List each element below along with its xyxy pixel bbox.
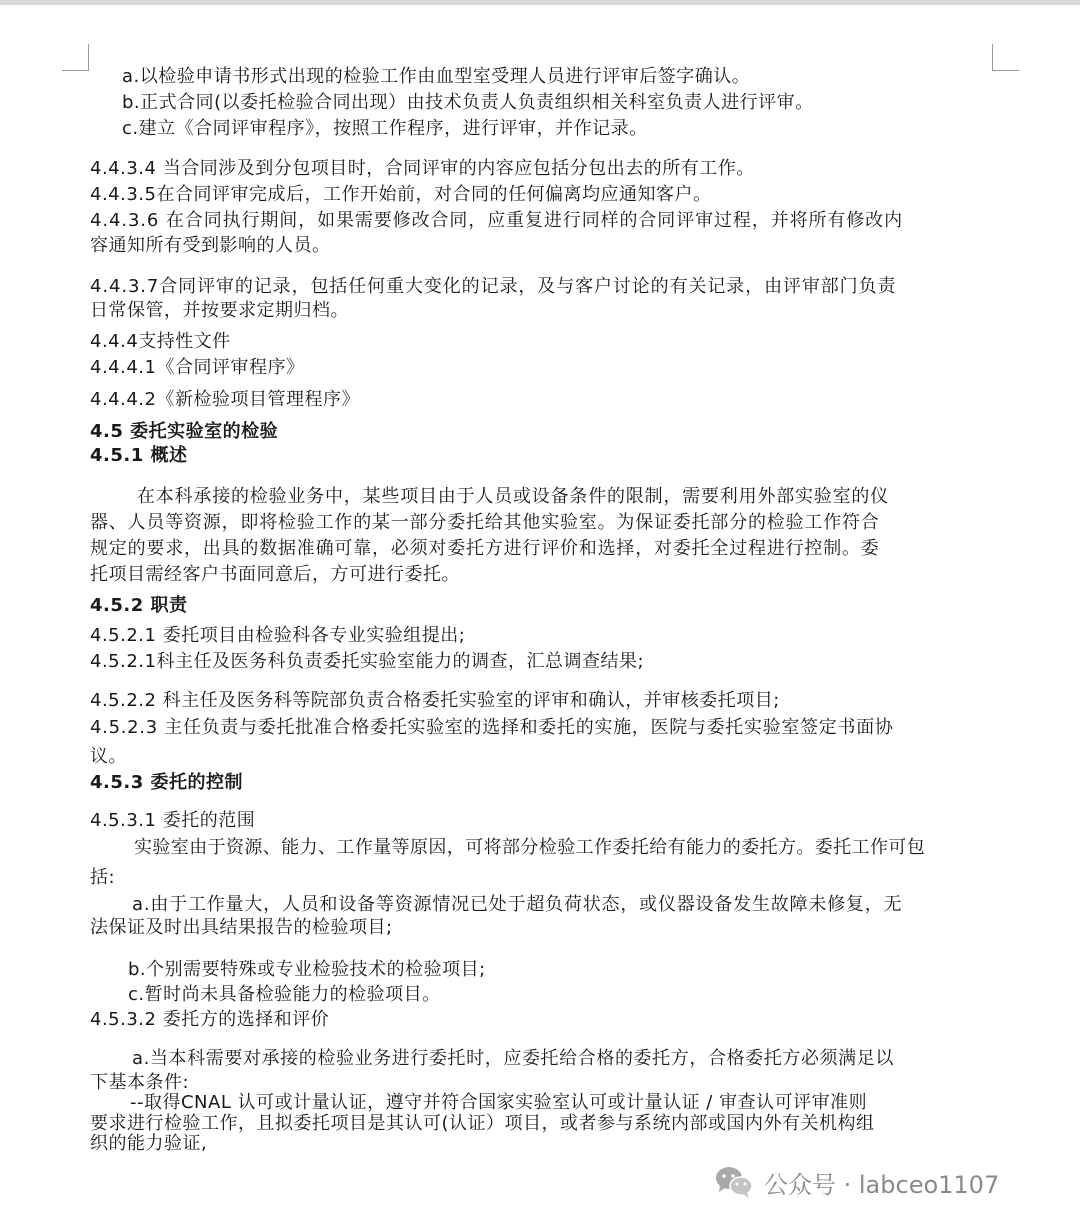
text-line: 括: [90,867,116,888]
clause-4.5.3.1: 4.5.3.1 委托的范围 [90,810,256,831]
section-heading-4.5.1: 4.5.1 概述 [90,445,188,466]
crop-mark-top-left [88,44,89,70]
list-item-a: a.当本科需要对承接的检验业务进行委托时，应委托给合格的委托方，合格委托方必须满足以 [132,1048,894,1069]
clause-4.5.2.2: 4.5.2.2 科主任及医务科等院部负责合格委托实验室的评审和确认，并审核委托项目; [90,690,780,711]
text-line: 容通知所有受到影响的人员。 [90,235,331,256]
clause-4.4.3.7: 4.4.3.7合同评审的记录，包括任何重大变化的记录，及与客户讨论的有关记录，由评审部门负责 [90,276,897,297]
text-line: 下基本条件: [90,1072,190,1093]
list-item-b: b.个别需要特殊或专业检验技术的检验项目; [128,959,486,980]
clause-4.4.4.1: 4.4.4.1《合同评审程序》 [90,357,305,378]
clause-4.5.2.3: 4.5.2.3 主任负责与委托批准合格委托实验室的选择和委托的实施，医院与委托实验室签定书面协 [90,717,894,738]
text-line: 法保证及时出具结果报告的检验项目; [90,917,393,938]
paragraph-line: 在本科承接的检验业务中，某些项目由于人员或设备条件的限制，需要利用外部实验室的仪 [137,486,889,507]
text-line: b.正式合同(以委托检验合同出现）由技术负责人负责组织相关科室负责人进行评审。 [122,92,814,113]
top-border [0,0,1080,5]
section-4.4.4: 4.4.4支持性文件 [90,331,231,352]
text-line: a.以检验申请书形式出现的检验工作由血型室受理人员进行评审后签字确认。 [122,66,751,87]
paragraph-line: 托项目需经客户书面同意后，方可进行委托。 [90,564,460,585]
wechat-icon [714,1165,754,1199]
text-line: c.建立《合同评审程序》，按照工作程序，进行评审，并作记录。 [122,118,648,139]
list-item-a: a.由于工作量大，人员和设备等资源情况已处于超负荷状态，或仪器设备发生故障未修复，无 [132,894,903,915]
paragraph-line: 实验室由于资源、能力、工作量等原因，可将部分检验工作委托给有能力的委托方。委托工作可包 [134,837,926,858]
text-line: 议。 [90,746,127,767]
list-item-c: c.暂时尚未具备检验能力的检验项目。 [128,984,441,1005]
clause-4.4.3.6: 4.4.3.6 在合同执行期间，如果需要修改合同，应重复进行同样的合同评审过程，并将所有修改内 [90,210,903,231]
clause-4.4.4.2: 4.4.4.2《新检验项目管理程序》 [90,389,360,410]
text-line: 日常保管，并按要求定期归档。 [90,300,349,321]
text-line: --取得CNAL 认可或计量认证，遵守并符合国家实验室认可或计量认证 / 审查认可评审准则 [130,1092,868,1113]
clause-4.5.2.1b: 4.5.2.1科主任及医务科负责委托实验室能力的调查，汇总调查结果; [90,651,645,672]
text-line: 织的能力验证, [90,1133,208,1154]
crop-mark-top-right [992,44,993,70]
clause-4.4.3.5: 4.4.3.5在合同评审完成后，工作开始前，对合同的任何偏离均应通知客户。 [90,184,712,205]
clause-4.5.2.1: 4.5.2.1 委托项目由检验科各专业实验组提出; [90,625,466,646]
watermark-text: 公众号 · labceo1107 [764,1170,1000,1199]
crop-mark-top-right-h [992,70,1019,71]
watermark [714,1164,999,1200]
paragraph-line: 规定的要求，出具的数据准确可靠，必须对委托方进行评价和选择，对委托全过程进行控制。委 [90,538,880,559]
section-heading-4.5.2: 4.5.2 职责 [90,595,188,616]
text-line: 要求进行检验工作，且拟委托项目是其认可(认证）项目，或者参与系统内部或国内外有关机构组 [90,1113,875,1134]
paragraph-line: 器、人员等资源，即将检验工作的某一部分委托给其他实验室。为保证委托部分的检验工作符合 [90,512,880,533]
section-heading-4.5.3: 4.5.3 委托的控制 [90,772,244,793]
section-heading-4.5: 4.5 委托实验室的检验 [90,421,279,442]
clause-4.4.3.4: 4.4.3.4 当合同涉及到分包项目时，合同评审的内容应包括分包出去的所有工作。 [90,158,755,179]
clause-4.5.3.2: 4.5.3.2 委托方的选择和评价 [90,1009,330,1030]
crop-mark-top-left-h [62,70,89,71]
